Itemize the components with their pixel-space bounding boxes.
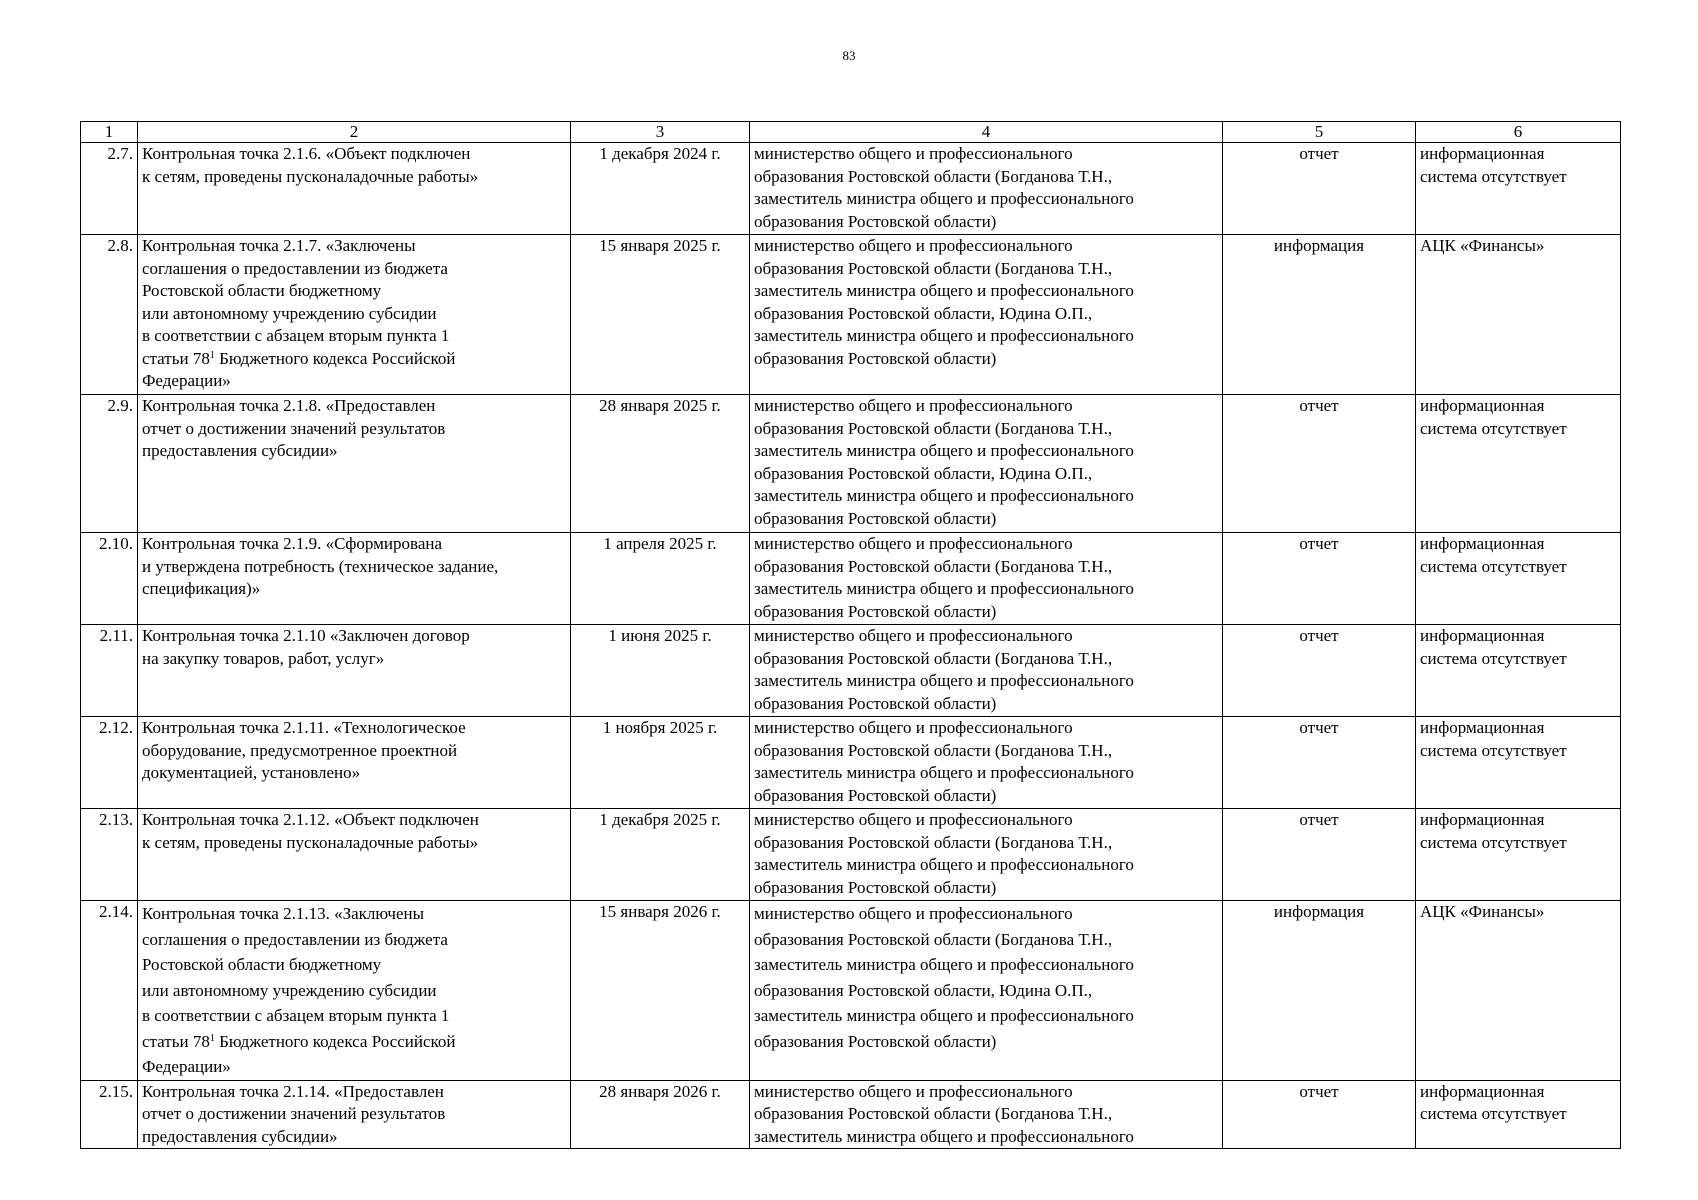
text-line: соглашения о предоставлении из бюджета (142, 258, 448, 278)
responsible-executor (750, 235, 1223, 395)
row-number: 2.15. (81, 1080, 138, 1149)
responsible-executor (750, 717, 1223, 809)
information-system (1416, 1080, 1621, 1149)
information-system (1416, 395, 1621, 533)
control-point-description (138, 901, 571, 1081)
document-type: информация (1223, 235, 1416, 395)
due-date: 28 января 2026 г. (571, 1080, 750, 1149)
information-system (1416, 625, 1621, 717)
column-header: 2 (138, 122, 571, 143)
text-line: и утверждена потребность (техническое задание, (142, 556, 499, 576)
control-point-description (138, 809, 571, 901)
text-line: информационная (1420, 534, 1545, 553)
text-line: образования Ростовской области (Богданова Т.Н., (754, 740, 1113, 760)
table-row (81, 143, 1621, 235)
text-line: образования Ростовской области (Богданова Т.Н., (754, 832, 1113, 852)
text-line: Контрольная точка 2.1.11. «Технологическое (142, 718, 466, 737)
text-line: Контрольная точка 2.1.6. «Объект подключен (142, 144, 471, 163)
due-date: 28 января 2025 г. (571, 395, 750, 533)
control-point-description (138, 717, 571, 809)
text-line: образования Ростовской области (Богданова Т.Н., (754, 648, 1113, 668)
text-line: информационная (1420, 810, 1545, 829)
text-line: соглашения о предоставлении из бюджета (142, 929, 448, 949)
text-line: система отсутствует (1420, 556, 1567, 576)
control-point-description (138, 625, 571, 717)
text-line: образования Ростовской области) (754, 211, 997, 231)
text-line: АЦК «Финансы» (1420, 236, 1545, 255)
text-line: образования Ростовской области, Юдина О.П., (754, 303, 1093, 323)
text-line: министерство общего и профессионального (754, 904, 1073, 923)
text-line: образования Ростовской области (Богданова Т.Н., (754, 418, 1113, 438)
superscript: 1 (209, 349, 215, 361)
text-line: предоставления субсидии» (142, 1126, 338, 1146)
column-header: 4 (750, 122, 1223, 143)
table-row (81, 533, 1621, 625)
text-line: министерство общего и профессионального (754, 810, 1073, 829)
text-line: образования Ростовской области) (754, 877, 997, 897)
text-line: заместитель министра общего и профессионального (754, 486, 1134, 505)
text-line: образования Ростовской области) (754, 508, 997, 528)
table-body (81, 143, 1621, 1149)
information-system (1416, 143, 1621, 235)
text-line: образования Ростовской области) (754, 785, 997, 805)
text-line: заместитель министра общего и профессионального (754, 579, 1134, 598)
text-line: образования Ростовской области (Богданова Т.Н., (754, 1104, 1113, 1123)
document-type: отчет (1223, 625, 1416, 717)
text-line: АЦК «Финансы» (1420, 902, 1545, 921)
document-type: информация (1223, 901, 1416, 1081)
text-line: Контрольная точка 2.1.8. «Предоставлен (142, 396, 436, 415)
responsible-executor (750, 395, 1223, 533)
due-date: 1 декабря 2024 г. (571, 143, 750, 235)
page-number: 83 (842, 48, 856, 63)
text-line: Ростовской области бюджетному (142, 281, 382, 300)
row-number: 2.10. (81, 533, 138, 625)
control-point-description (138, 235, 571, 395)
responsible-executor (750, 901, 1223, 1081)
text-line: Ростовской области бюджетному (142, 955, 382, 974)
text-line: заместитель министра общего и профессионального (754, 671, 1134, 690)
column-header: 6 (1416, 122, 1621, 143)
text-line: заместитель министра общего и профессионального (754, 855, 1134, 874)
document-type: отчет (1223, 809, 1416, 901)
text-line: образования Ростовской области (Богданова Т.Н., (754, 258, 1113, 278)
responsible-executor (750, 625, 1223, 717)
text-line: министерство общего и профессионального (754, 1081, 1073, 1101)
text-line: министерство общего и профессионального (754, 396, 1073, 415)
document-type: отчет (1223, 1080, 1416, 1149)
text-line: заместитель министра общего и профессионального (754, 281, 1134, 300)
text-line: система отсутствует (1420, 166, 1567, 186)
text-line: система отсутствует (1420, 648, 1567, 668)
text-line: министерство общего и профессионального (754, 144, 1073, 163)
column-header: 1 (81, 122, 138, 143)
text-line: заместитель министра общего и профессионального (754, 189, 1134, 208)
text-line: заместитель министра общего и профессионального (754, 1126, 1134, 1146)
table-row (81, 809, 1621, 901)
row-number: 2.7. (81, 143, 138, 235)
information-system (1416, 235, 1621, 395)
text-line: отчет о достижении значений результатов (142, 418, 446, 438)
text-line: Контрольная точка 2.1.14. «Предоставлен (142, 1081, 444, 1101)
text-line: заместитель министра общего и профессионального (754, 1006, 1134, 1025)
information-system (1416, 809, 1621, 901)
document-type: отчет (1223, 395, 1416, 533)
text-line: информационная (1420, 396, 1545, 415)
control-point-description (138, 1080, 571, 1149)
document-type: отчет (1223, 717, 1416, 809)
due-date: 15 января 2026 г. (571, 901, 750, 1081)
responsible-executor (750, 1080, 1223, 1149)
text-line: в соответствии с абзацем вторым пункта 1 (142, 326, 450, 345)
document-type: отчет (1223, 143, 1416, 235)
responsible-executor (750, 533, 1223, 625)
text-line: на закупку товаров, работ, услуг» (142, 648, 385, 668)
table-row (81, 1080, 1621, 1149)
information-system (1416, 717, 1621, 809)
text-line: Контрольная точка 2.1.9. «Сформирована (142, 534, 443, 553)
text-line: образования Ростовской области (Богданова Т.Н., (754, 166, 1113, 186)
text-line: образования Ростовской области (Богданова Т.Н., (754, 929, 1113, 949)
table-row (81, 901, 1621, 1081)
row-number: 2.13. (81, 809, 138, 901)
text-line: в соответствии с абзацем вторым пункта 1 (142, 1006, 450, 1025)
text-line: Контрольная точка 2.1.7. «Заключены (142, 236, 416, 255)
document-type: отчет (1223, 533, 1416, 625)
header-row (81, 122, 1621, 143)
text-line: заместитель министра общего и профессионального (754, 955, 1134, 974)
due-date: 1 июня 2025 г. (571, 625, 750, 717)
text-line: система отсутствует (1420, 832, 1567, 852)
text-line: образования Ростовской области, Юдина О.П., (754, 463, 1093, 483)
row-number: 2.9. (81, 395, 138, 533)
text-line: к сетям, проведены пусконаладочные работы» (142, 832, 479, 852)
responsible-executor (750, 809, 1223, 901)
text-line: система отсутствует (1420, 418, 1567, 438)
table-row (81, 625, 1621, 717)
text-line: предоставления субсидии» (142, 441, 338, 460)
text-line (142, 348, 566, 371)
text-line: Контрольная точка 2.1.13. «Заключены (142, 904, 425, 923)
text-line: образования Ростовской области, Юдина О.П., (754, 980, 1093, 1000)
text-line (142, 1029, 566, 1055)
text-line: отчет о достижении значений результатов (142, 1104, 446, 1123)
text-fragment: Бюджетного кодекса Российской (214, 348, 456, 368)
text-line: Контрольная точка 2.1.10 «Заключен договор (142, 626, 470, 645)
due-date: 1 ноября 2025 г. (571, 717, 750, 809)
text-line: Федерации» (142, 1057, 231, 1076)
control-point-description (138, 395, 571, 533)
text-line: министерство общего и профессионального (754, 534, 1073, 553)
due-date: 15 января 2025 г. (571, 235, 750, 395)
text-line: или автономному учреждению субсидии (142, 303, 437, 323)
text-line: спецификация)» (142, 579, 261, 598)
due-date: 1 декабря 2025 г. (571, 809, 750, 901)
text-line: информационная (1420, 1081, 1545, 1101)
row-number: 2.8. (81, 235, 138, 395)
due-date: 1 апреля 2025 г. (571, 533, 750, 625)
text-line: образования Ростовской области) (754, 348, 997, 368)
table-row (81, 395, 1621, 533)
text-fragment: статьи 78 (142, 348, 210, 368)
text-line: или автономному учреждению субсидии (142, 980, 437, 1000)
information-system (1416, 901, 1621, 1081)
column-header: 3 (571, 122, 750, 143)
information-system (1416, 533, 1621, 625)
table-row (81, 235, 1621, 395)
text-line: к сетям, проведены пусконаладочные работы» (142, 166, 479, 186)
table-row (81, 717, 1621, 809)
row-number: 2.14. (81, 901, 138, 1081)
text-line: информационная (1420, 718, 1545, 737)
row-number: 2.11. (81, 625, 138, 717)
text-line: система отсутствует (1420, 1104, 1567, 1123)
text-line: заместитель министра общего и профессионального (754, 441, 1134, 460)
column-header: 5 (1223, 122, 1416, 143)
text-line: заместитель министра общего и профессионального (754, 763, 1134, 782)
text-line: Федерации» (142, 371, 231, 390)
text-line: документацией, установлено» (142, 763, 361, 782)
text-line: образования Ростовской области) (754, 693, 997, 713)
control-point-description (138, 533, 571, 625)
control-point-description (138, 143, 571, 235)
row-number: 2.12. (81, 717, 138, 809)
text-line: министерство общего и профессионального (754, 236, 1073, 255)
text-line: система отсутствует (1420, 740, 1567, 760)
text-fragment: статьи 78 (142, 1031, 210, 1051)
text-line: Контрольная точка 2.1.12. «Объект подключен (142, 810, 479, 829)
control-points-table (80, 121, 1621, 1149)
text-fragment: Бюджетного кодекса Российской (214, 1031, 456, 1051)
text-line: оборудование, предусмотренное проектной (142, 740, 458, 760)
responsible-executor (750, 143, 1223, 235)
text-line: образования Ростовской области (Богданова Т.Н., (754, 556, 1113, 576)
superscript: 1 (209, 1032, 215, 1044)
text-line: образования Ростовской области) (754, 601, 997, 621)
text-line: министерство общего и профессионального (754, 626, 1073, 645)
text-line: информационная (1420, 144, 1545, 163)
text-line: заместитель министра общего и профессионального (754, 326, 1134, 345)
text-line: министерство общего и профессионального (754, 718, 1073, 737)
text-line: информационная (1420, 626, 1545, 645)
text-line: образования Ростовской области) (754, 1031, 997, 1051)
